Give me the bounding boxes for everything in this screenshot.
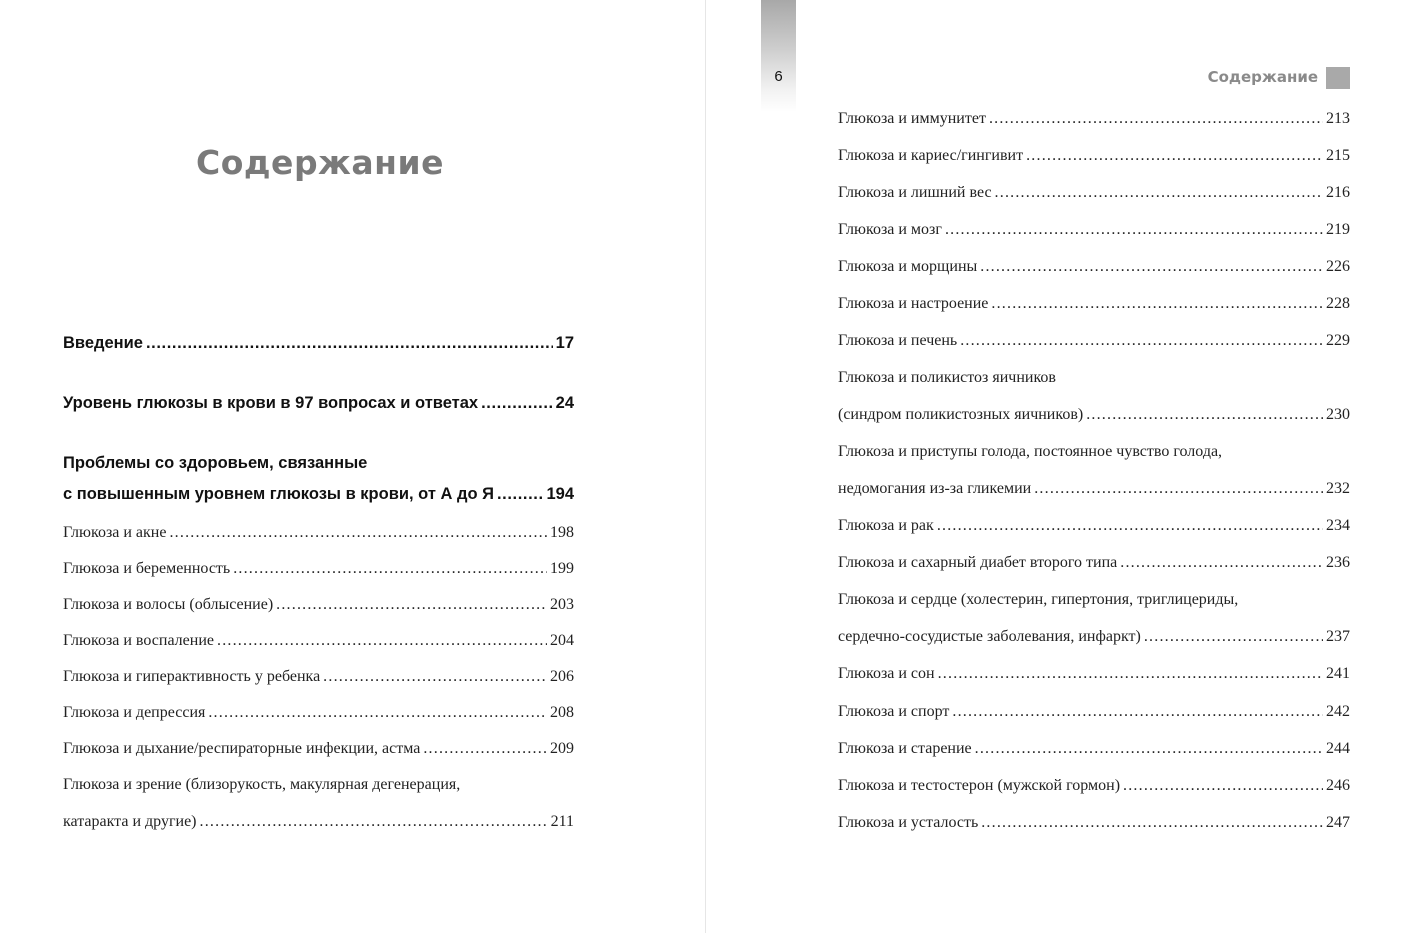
entry-text: Глюкоза и воспаление [63,632,214,649]
entry-page: 247 [1326,814,1350,831]
dot-leader [1034,480,1323,498]
page-number: 6 [774,68,783,85]
toc-entry[interactable] [838,814,1350,832]
entry-text: Глюкоза и волосы (облысение) [63,596,274,613]
dot-leader [938,665,1323,683]
entry-page: 242 [1326,703,1350,720]
toc-entry[interactable] [838,665,1350,683]
dot-leader [975,740,1323,758]
entry-page: 17 [555,334,574,352]
running-head-marker [1326,67,1350,89]
dot-leader [1144,628,1323,646]
dot-leader [217,632,547,650]
entry-page: 228 [1326,295,1350,312]
entry-text: Глюкоза и дыхание/респираторные инфекции, астма [63,740,421,757]
entry-text: Введение [63,334,143,352]
toc-entry[interactable] [838,777,1350,795]
toc-entry-qa[interactable] [63,394,574,413]
running-head: Содержание [1207,68,1318,86]
toc-entry[interactable] [63,740,574,758]
entry-text: Глюкоза и акне [63,524,167,541]
entry-text: Уровень глюкозы в крови в 97 вопросах и ответах [63,394,479,412]
toc-entry[interactable] [838,480,1350,498]
toc-entry[interactable] [838,147,1350,165]
dot-leader [1026,147,1323,165]
entry-page: 204 [550,632,574,649]
entry-page: 198 [550,524,574,541]
right-page [706,0,1408,933]
entry-page: 234 [1326,517,1350,534]
dot-leader [1086,406,1323,424]
entry-page: 203 [550,596,574,613]
toc-entry[interactable] [838,332,1350,350]
entry-page: 199 [550,560,574,577]
toc-title: Содержание [196,143,444,182]
toc-entry[interactable] [838,295,1350,313]
entry-text: с повышенным уровнем глюкозы в крови, от А до Я [63,485,494,503]
toc-entry[interactable] [838,703,1350,721]
dot-leader [989,110,1323,128]
toc-entry-introduction[interactable] [63,334,574,353]
entry-text: Глюкоза и кариес/гингивит [838,147,1024,164]
dot-leader [1123,777,1323,795]
entry-page: 230 [1326,406,1350,423]
toc-entry[interactable] [63,596,574,614]
entry-text: Глюкоза и гиперактивность у ребенка [63,668,321,685]
entry-text: сердечно-сосудистые заболевания, инфаркт) [838,628,1141,645]
toc-entry[interactable] [838,110,1350,128]
entry-text: Глюкоза и депрессия [63,704,206,721]
entry-page: 194 [546,485,574,503]
entry-page: 229 [1326,332,1350,349]
toc-entry-line1[interactable]: Глюкоза и зрение (близорукость, макулярная дегенерация, [63,776,461,793]
toc-entry-section[interactable] [63,485,574,504]
entry-text: Глюкоза и спорт [838,703,950,720]
toc-entry[interactable] [63,632,574,650]
entry-page: 24 [555,394,574,412]
toc-entry[interactable] [838,628,1350,646]
entry-text: Глюкоза и тестостерон (мужской гормон) [838,777,1121,794]
entry-page: 241 [1326,665,1350,682]
entry-page: 236 [1326,554,1350,571]
entry-page: 213 [1326,110,1350,127]
dot-leader [952,703,1323,721]
entry-text: Глюкоза и старение [838,740,972,757]
toc-entry-line1[interactable]: Глюкоза и сердце (холестерин, гипертония, триглицериды, [838,591,1239,608]
dot-leader [146,334,553,353]
entry-page: 246 [1326,777,1350,794]
toc-entry[interactable] [63,560,574,578]
dot-leader [233,560,547,578]
entry-page: 206 [550,668,574,685]
entry-text: Глюкоза и сон [838,665,935,682]
dot-leader [945,221,1323,239]
toc-entry[interactable] [838,740,1350,758]
page-number-tab [761,0,796,112]
entry-page: 237 [1326,628,1350,645]
toc-entry[interactable] [838,406,1350,424]
entry-text: Глюкоза и печень [838,332,958,349]
entry-text: недомогания из-за гликемии [838,480,1032,497]
entry-text: Глюкоза и рак [838,517,934,534]
entry-page: 208 [550,704,574,721]
toc-entry-line1[interactable]: Глюкоза и поликистоз яичников [838,369,1056,386]
dot-leader [481,394,553,413]
entry-text: Глюкоза и иммунитет [838,110,986,127]
entry-page: 215 [1326,147,1350,164]
entry-page: 211 [550,813,574,830]
toc-entry[interactable] [838,221,1350,239]
toc-entry[interactable] [63,813,574,831]
section-heading-line1[interactable]: Проблемы со здоровьем, связанные [63,454,368,472]
dot-leader [981,814,1323,832]
toc-entry[interactable] [838,258,1350,276]
dot-leader [960,332,1323,350]
entry-text: Глюкоза и морщины [838,258,978,275]
entry-page: 226 [1326,258,1350,275]
entry-text: Глюкоза и настроение [838,295,989,312]
dot-leader [497,485,543,504]
dot-leader [980,258,1323,276]
entry-text: Глюкоза и лишний вес [838,184,992,201]
dot-leader [991,295,1323,313]
dot-leader [276,596,547,614]
entry-page: 244 [1326,740,1350,757]
entry-text: Глюкоза и усталость [838,814,979,831]
dot-leader [995,184,1323,202]
toc-entry-line1[interactable]: Глюкоза и приступы голода, постоянное чувство голода, [838,443,1223,460]
dot-leader [937,517,1323,535]
entry-text: (синдром поликистозных яичников) [838,406,1084,423]
entry-text: Глюкоза и беременность [63,560,231,577]
dot-leader [423,740,547,758]
dot-leader [208,704,547,722]
dot-leader [1120,554,1323,572]
toc-entry[interactable] [838,517,1350,535]
toc-entry[interactable] [838,184,1350,202]
dot-leader [323,668,547,686]
entry-page: 209 [550,740,574,757]
entry-page: 216 [1326,184,1350,201]
entry-text: Глюкоза и мозг [838,221,942,238]
dot-leader [200,813,548,831]
entry-page: 232 [1326,480,1350,497]
entry-page: 219 [1326,221,1350,238]
entry-text: катаракта и другие) [63,813,197,830]
toc-entry[interactable] [63,668,574,686]
entry-text: Глюкоза и сахарный диабет второго типа [838,554,1118,571]
toc-entry[interactable] [838,554,1350,572]
toc-entry[interactable] [63,704,574,722]
toc-entry[interactable] [63,524,574,542]
dot-leader [169,524,547,542]
